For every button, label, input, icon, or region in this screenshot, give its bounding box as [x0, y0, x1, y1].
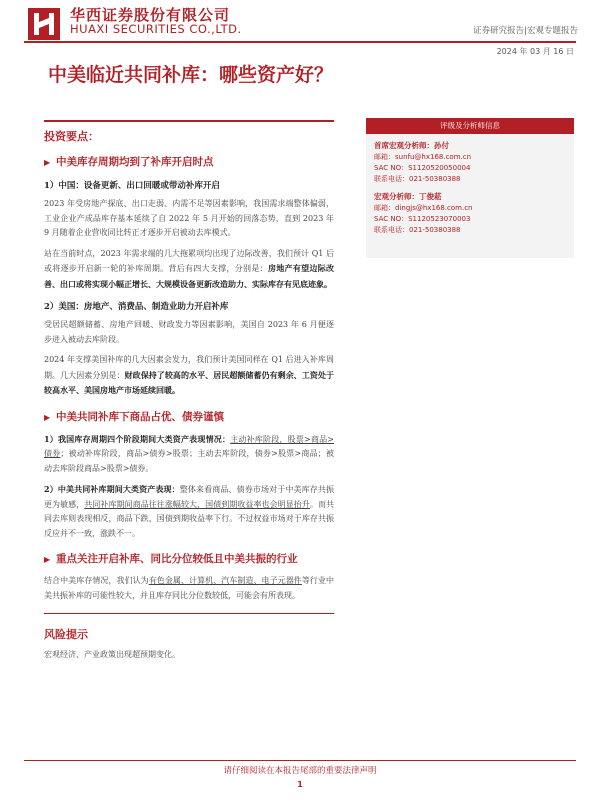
section-heading: ▶ 重点关注开启补库、同比分位较低且中美共振的行业	[44, 551, 334, 568]
paragraph: 2024 年支撑美国补库的几大因素会发力，我们预计美国同样在 Q1 后进入补库周期。几大因素分别是：财政保持了较高的水平、居民超额储蓄仍有剩余、工资处于较高水平、美国房地产市场延续回暖。	[44, 355, 335, 395]
analyst-block	[366, 185, 574, 236]
report-type: 证券研究报告|宏观专题报告	[473, 26, 578, 36]
risk-text: 宏观经济、产业政策出现超预期变化。	[44, 650, 180, 659]
analyst-sac: SAC NO：S1120520050004	[374, 164, 471, 172]
triangle-bullet-icon: ▶	[44, 411, 51, 422]
body-top-divider	[44, 120, 334, 122]
analyst-phone: 联系电话：021-50380388	[374, 175, 461, 183]
report-body	[44, 120, 334, 669]
page-number: 1	[297, 780, 303, 789]
company-name-en: HUAXI SECURITIES CO.,LTD.	[70, 22, 242, 36]
analyst-block	[366, 134, 574, 185]
paragraph: 2）中美共同补库期间大类资产表现：整体来看商品、债券市场对于中美库存共振更为敏感，共同补库期间商品往往涨幅较大，国债到期收益率也会明显抬升。而共同去库则表现相反，商品下跌，国债到期收益率下行。不过权益市场对于库存共振反应并不一致，涨跌不一。	[44, 484, 335, 538]
analyst-phone: 联系电话：021-50380388	[374, 226, 461, 234]
company-name-cn: 华西证券股份有限公司	[70, 6, 231, 24]
analyst-sac: SAC NO：S1120523070003	[374, 215, 471, 223]
analyst-name: 首席宏观分析师：孙付	[374, 141, 449, 150]
section-heading: ▶ 中美库存周期均到了补库开启时点	[44, 154, 334, 171]
triangle-bullet-icon: ▶	[44, 157, 51, 167]
paragraph: 2023 年受房地产探底、出口走弱、内需不足等因素影响，我国需求端整体偏弱，工业企业产成品库存基本延续了自 2022 年 5 月开始的回落态势，直到 2023 年 9 月随着企业营收同比转正才逐步开启被动去库模式。	[44, 199, 334, 237]
report-date: 2024 年 03 月 16 日	[496, 47, 574, 56]
page-title: 中美临近共同补库：哪些资产好？	[48, 64, 334, 86]
analyst-email: 邮箱：sunfu@hx168.com.cn	[374, 153, 472, 161]
section-heading: ▶ 中美共同补库下商品占优、债券谨慎	[44, 409, 334, 426]
legal-disclaimer: 请仔细阅读在本报告尾部的重要法律声明	[223, 766, 377, 776]
risk-heading: 风险提示	[44, 628, 88, 641]
paragraph: 结合中美库存情况，我们认为有色金属、计算机、汽车制造、电子元器件等行业中美共振补库的可能性较大，并且库存同比分位数较低，可能会有所表现。	[44, 576, 335, 600]
paragraph: 1）我国库存周期四个阶段期间大类资产表现情况：主动补库阶段，股票>商品>债券；被动补库阶段，商品>债券>股票；主动去库阶段，债券>股票>商品；被动去库阶段商品>股票>债券。	[44, 433, 335, 473]
sub-heading: 1）中国：设备更新、出口回暖或带动补库开启	[44, 181, 220, 191]
huaxi-logo-icon	[26, 6, 62, 42]
paragraph: 站在当前时点，2023 年需求端的几大拖累项均出现了边际改善，我们预计 Q1 后或将逐步开启新一轮的补库周期。背后有四大支撑，分别是：房地产有望边际改善、出口或将实现小幅正增长、大规模设备更新改造助力、实际库存有见底迹象。	[44, 248, 335, 289]
triangle-bullet-icon: ▶	[44, 554, 51, 564]
risk-divider	[44, 613, 334, 614]
analyst-email: 邮箱：dingjs@hx168.com.cn	[374, 204, 473, 212]
sub-heading: 2）美国：房地产、消费品、制造业助力开启补库	[44, 302, 229, 312]
info-box-heading: 评级及分析师信息	[366, 118, 574, 134]
paragraph: 受居民超额储蓄、房地产回暖、财政发力等因素影响，美国自 2023 年 6 月便逐步进入被动去库阶段。	[44, 320, 334, 344]
footer-divider	[24, 760, 576, 761]
analyst-info-box	[366, 118, 574, 258]
analyst-name: 宏观分析师：丁俊菘	[374, 192, 442, 201]
key-points-heading: 投资要点：	[44, 130, 99, 143]
header-divider	[24, 41, 576, 43]
